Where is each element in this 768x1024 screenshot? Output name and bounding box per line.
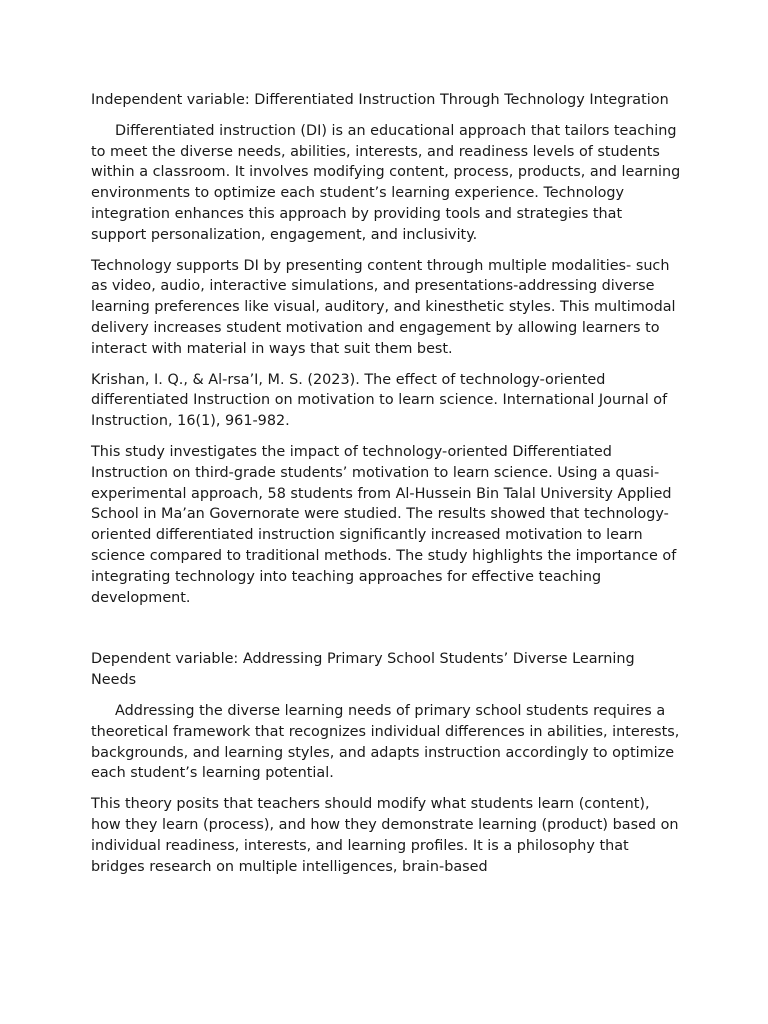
citation-krishan-2023: Krishan, I. Q., & Al-rsa’I, M. S. (2023). The effect of technology-oriented differentiated Instruction on motivation to learn science. International Journal of Instruction, 16(1), 961-982. — [91, 371, 668, 430]
paragraph-diverse-needs: Addressing the diverse learning needs of primary school students requires a theoretical framework that recognizes individual differences in abilities, interests, backgrounds, and learning styles, and adapts instruction accordingly to optimize each student’s learning potential. — [91, 702, 680, 782]
paragraph-theory: This theory posits that teachers should modify what students learn (content), how they learn (process), and how they demonstrate learning (product) based on individual readiness, interests, and learning profiles. It is a philosophy that bridges research on multiple intelligences, brain-based — [91, 796, 679, 875]
paragraph-study-summary: This study investigates the impact of technology-oriented Differentiated Instruction on third-grade students’ motivation to learn science. Using a quasi-experimental approach, 58 students from Al-Hussein Bin Talal University Applied School in Ma’an Governorate were studied. The results showed that technology-oriented differentiated instruction significantly increased motivation to learn science compared to traditional methods. The study highlights the importance of integrating technology into teaching approaches for effective teaching development. — [91, 443, 677, 606]
document-page — [91, 90, 681, 887]
paragraph-technology-support: Technology supports DI by presenting content through multiple modalities- such as video, audio, interactive simulations, and presentations-addressing diverse learning preferences like visual, auditory, and kinesthetic styles. This multimodal delivery increases student motivation and engagement by allowing learners to interact with material in ways that suit them best. — [91, 257, 676, 357]
paragraph-di-definition: Differentiated instruction (DI) is an educational approach that tailors teaching to meet the diverse needs, abilities, interests, and readiness levels of students within a classroom. It involves modifying content, process, products, and learning environments to optimize each student’s learning experience. Technology integration enhances this approach by providing tools and strategies that support personalization, engagement, and inclusivity. — [91, 122, 681, 243]
section-heading-independent-variable: Independent variable: Differentiated Instruction Through Technology Integration — [91, 92, 669, 108]
section-heading-dependent-variable: Dependent variable: Addressing Primary School Students’ Diverse Learning Needs — [91, 651, 635, 689]
section-spacer — [91, 618, 681, 649]
